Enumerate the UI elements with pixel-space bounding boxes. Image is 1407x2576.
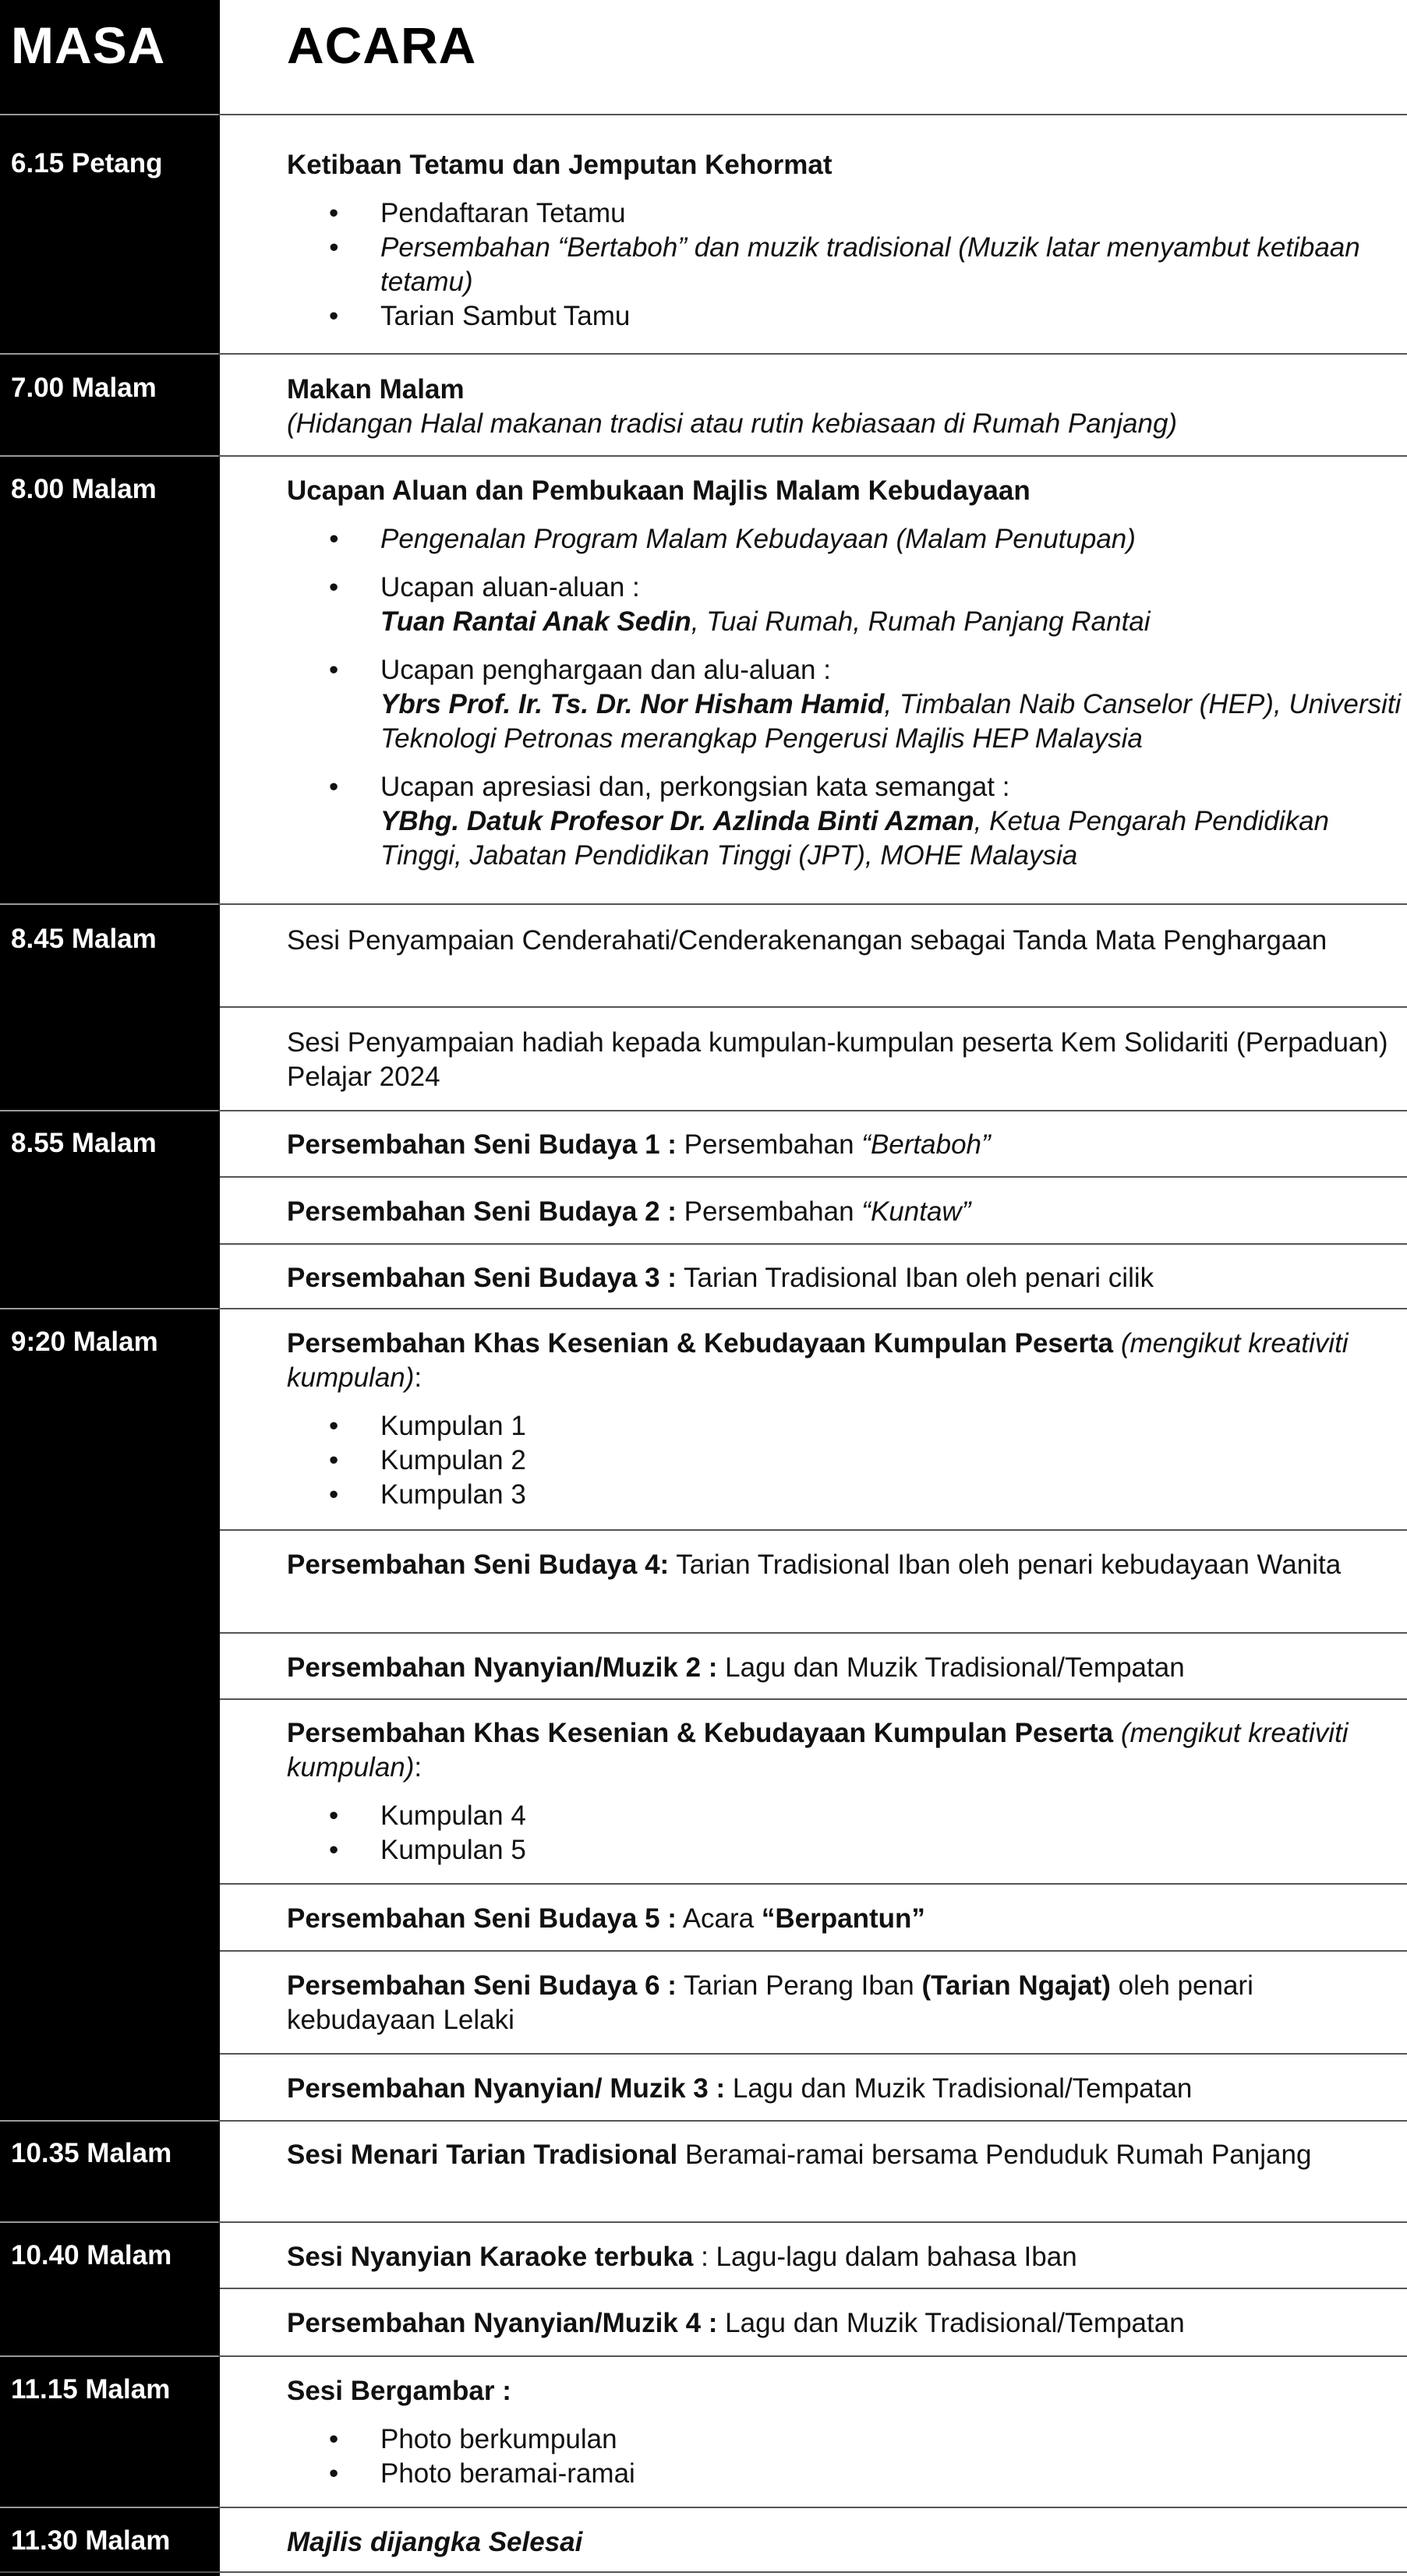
list-item: • Kumpulan 3 bbox=[287, 1478, 1402, 1512]
time-10-40: 10.40 Malam bbox=[11, 2240, 172, 2270]
time-row-divider bbox=[0, 2120, 218, 2122]
sub-row-divider bbox=[220, 1243, 1407, 1245]
list-item: • Persembahan “Bertaboh” dan muzik tradisional (Muzik latar menyambut ketibaan tetamu) bbox=[287, 231, 1402, 299]
list-item bbox=[287, 571, 1402, 639]
sub-row-divider bbox=[220, 1006, 1407, 1008]
event-label: Persembahan Nyanyian/ Muzik 3 : bbox=[287, 2073, 726, 2104]
event-label: Persembahan Khas Kesenian & Kebudayaan Kumpulan Peserta bbox=[287, 1718, 1114, 1748]
event-title: Ucapan Aluan dan Pembukaan Majlis Malam Kebudayaan bbox=[287, 475, 1031, 506]
time-row-divider bbox=[0, 2507, 218, 2508]
speaker-line bbox=[380, 605, 1402, 639]
header-acara: ACARA bbox=[287, 16, 477, 74]
sub-row-divider bbox=[220, 1529, 1407, 1531]
time-row-divider bbox=[0, 903, 218, 905]
event-seni-budaya-1 bbox=[287, 1128, 1402, 1162]
time-8-55: 8.55 Malam bbox=[11, 1128, 157, 1158]
event-title: Sesi Bergambar : bbox=[287, 2376, 511, 2406]
list-item: • Pendaftaran Tetamu bbox=[287, 196, 1402, 231]
sub-row-divider bbox=[220, 1883, 1407, 1885]
sub-row-divider bbox=[220, 2053, 1407, 2055]
event-text: oleh penari kebudayaan Lelaki bbox=[287, 1970, 1253, 2035]
column-divider bbox=[218, 0, 220, 2576]
event-cenderahati: Sesi Penyampaian Cenderahati/Cenderakenangan sebagai Tanda Mata Penghargaan bbox=[287, 925, 1327, 956]
event-nyanyian-2 bbox=[287, 1651, 1402, 1685]
time-6-15: 6.15 Petang bbox=[11, 148, 163, 178]
event-text: : bbox=[414, 1362, 422, 1393]
speech-label: Ucapan apresiasi dan, perkongsian kata semangat : bbox=[380, 772, 1010, 802]
time-row-divider bbox=[0, 455, 218, 457]
time-7-00: 7.00 Malam bbox=[11, 373, 157, 403]
event-khas-kesenian-2 bbox=[287, 1716, 1402, 1868]
list-item: • Kumpulan 5 bbox=[287, 1833, 1402, 1868]
speaker-name: Ybrs Prof. Ir. Ts. Dr. Nor Hisham Hamid bbox=[380, 689, 885, 719]
event-seni-budaya-2 bbox=[287, 1195, 1402, 1229]
event-text: : bbox=[414, 1752, 422, 1783]
list-item: • Photo berkumpulan bbox=[287, 2422, 1402, 2457]
list-item: • Kumpulan 1 bbox=[287, 1409, 1402, 1443]
time-8-45: 8.45 Malam bbox=[11, 924, 157, 954]
event-text: Tarian Perang Iban bbox=[676, 1970, 922, 2001]
row-divider bbox=[0, 2571, 1407, 2573]
event-label: Persembahan Seni Budaya 6 : bbox=[287, 1970, 677, 2001]
speaker-line bbox=[380, 804, 1402, 873]
list-item bbox=[287, 653, 1402, 756]
event-label: Persembahan Nyanyian/Muzik 4 : bbox=[287, 2308, 718, 2338]
event-emph: (mengikut kreativiti kumpulan) bbox=[287, 1718, 1349, 1783]
time-8-00: 8.00 Malam bbox=[11, 474, 157, 504]
speaker-role: , Tuai Rumah, Rumah Panjang Rantai bbox=[691, 606, 1151, 637]
event-title: Ketibaan Tetamu dan Jemputan Kehormat bbox=[287, 150, 833, 180]
event-text: Tarian Tradisional Iban oleh penari kebudayaan Wanita bbox=[669, 1549, 1342, 1580]
event-label: Persembahan Seni Budaya 5 : bbox=[287, 1903, 677, 1934]
event-emph: “Kuntaw” bbox=[861, 1196, 971, 1227]
event-label: Persembahan Khas Kesenian & Kebudayaan Kumpulan Peserta bbox=[287, 1328, 1114, 1359]
event-khas-kesenian-1 bbox=[287, 1327, 1402, 1512]
event-seni-budaya-3 bbox=[287, 1261, 1402, 1295]
list-item bbox=[287, 770, 1402, 873]
event-label: Persembahan Seni Budaya 4: bbox=[287, 1549, 670, 1580]
event-emph: (Tarian Ngajat) bbox=[921, 1970, 1111, 2001]
event-nyanyian-3 bbox=[287, 2072, 1402, 2106]
speaker-role: , Timbalan Naib Canselor (HEP), Universiti Teknologi Petronas merangkap Pengerusi Majlis HEP Malaysia bbox=[380, 689, 1402, 754]
list-item: • Photo beramai-ramai bbox=[287, 2457, 1402, 2491]
event-ucapan bbox=[287, 474, 1402, 873]
sub-row-divider bbox=[220, 2288, 1407, 2289]
event-label: Persembahan Seni Budaya 1 : bbox=[287, 1129, 677, 1160]
event-bergambar bbox=[287, 2374, 1402, 2491]
time-row-divider bbox=[0, 114, 218, 115]
event-text: Acara bbox=[676, 1903, 762, 1934]
time-row-divider bbox=[0, 2355, 218, 2357]
time-9-20: 9:20 Malam bbox=[11, 1327, 158, 1357]
time-11-30: 11.30 Malam bbox=[11, 2525, 171, 2556]
event-label: Persembahan Seni Budaya 2 : bbox=[287, 1196, 677, 1227]
event-emph: (mengikut kreativiti kumpulan) bbox=[287, 1328, 1349, 1393]
time-row-divider bbox=[0, 2221, 218, 2223]
speaker-name: Tuan Rantai Anak Sedin bbox=[380, 606, 691, 637]
speaker-name: YBhg. Datuk Profesor Dr. Azlinda Binti Azman bbox=[380, 806, 974, 836]
event-note: (Hidangan Halal makanan tradisi atau rutin kebiasaan di Rumah Panjang) bbox=[287, 408, 1178, 439]
time-11-15: 11.15 Malam bbox=[11, 2374, 171, 2405]
event-karaoke bbox=[287, 2240, 1402, 2274]
event-text: Tarian Tradisional Iban oleh penari cilik bbox=[676, 1263, 1154, 1293]
event-nyanyian-4 bbox=[287, 2306, 1402, 2341]
speech-label: Ucapan penghargaan dan alu-aluan : bbox=[380, 655, 831, 685]
event-selesai bbox=[287, 2525, 1402, 2560]
event-title: Majlis dijangka Selesai bbox=[287, 2527, 583, 2557]
event-label: Sesi Nyanyian Karaoke terbuka bbox=[287, 2242, 694, 2272]
event-emph: “Bertaboh” bbox=[861, 1129, 991, 1160]
sub-row-divider bbox=[220, 1632, 1407, 1634]
event-text: Lagu dan Muzik Tradisional/Tempatan bbox=[717, 1652, 1185, 1683]
event-text: Persembahan bbox=[676, 1129, 862, 1160]
sub-row-divider bbox=[220, 1950, 1407, 1952]
event-seni-budaya-4 bbox=[287, 1548, 1402, 1582]
event-label: Persembahan Nyanyian/Muzik 2 : bbox=[287, 1652, 718, 1683]
time-10-35: 10.35 Malam bbox=[11, 2138, 172, 2168]
event-hadiah: Sesi Penyampaian hadiah kepada kumpulan-kumpulan peserta Kem Solidariti (Perpaduan) Pelajar 2024 bbox=[287, 1027, 1388, 1092]
time-row-divider bbox=[0, 1308, 218, 1309]
list-item: • Kumpulan 2 bbox=[287, 1443, 1402, 1478]
event-seni-budaya-6 bbox=[287, 1969, 1402, 2037]
event-text: Lagu dan Muzik Tradisional/Tempatan bbox=[717, 2308, 1185, 2338]
event-label: Persembahan Seni Budaya 3 : bbox=[287, 1263, 677, 1293]
event-text: Lagu dan Muzik Tradisional/Tempatan bbox=[725, 2073, 1193, 2104]
time-row-divider bbox=[0, 1110, 218, 1111]
event-makan-malam bbox=[287, 373, 1402, 441]
list-item: • Tarian Sambut Tamu bbox=[287, 299, 1402, 334]
event-seni-budaya-5 bbox=[287, 1902, 1402, 1936]
event-emph: “Berpantun” bbox=[761, 1903, 925, 1934]
speaker-line bbox=[380, 687, 1402, 756]
event-text: : Lagu-lagu dalam bahasa Iban bbox=[693, 2242, 1077, 2272]
header-masa: MASA bbox=[11, 16, 166, 74]
sub-row-divider bbox=[220, 1698, 1407, 1700]
event-title: Makan Malam bbox=[287, 374, 465, 405]
event-ketibaan bbox=[287, 148, 1402, 334]
speech-label: Ucapan aluan-aluan : bbox=[380, 572, 640, 602]
event-menari bbox=[287, 2138, 1402, 2172]
event-text: Persembahan bbox=[676, 1196, 862, 1227]
list-item: • Pengenalan Program Malam Kebudayaan (Malam Penutupan) bbox=[287, 522, 1402, 557]
sub-row-divider bbox=[220, 1176, 1407, 1178]
event-label: Sesi Menari Tarian Tradisional bbox=[287, 2140, 678, 2170]
event-text: Beramai-ramai bersama Penduduk Rumah Panjang bbox=[677, 2140, 1312, 2170]
time-row-divider bbox=[0, 353, 218, 355]
list-item: • Kumpulan 4 bbox=[287, 1799, 1402, 1833]
speaker-role: , Ketua Pengarah Pendidikan Tinggi, Jabatan Pendidikan Tinggi (JPT), MOHE Malaysia bbox=[380, 806, 1330, 871]
